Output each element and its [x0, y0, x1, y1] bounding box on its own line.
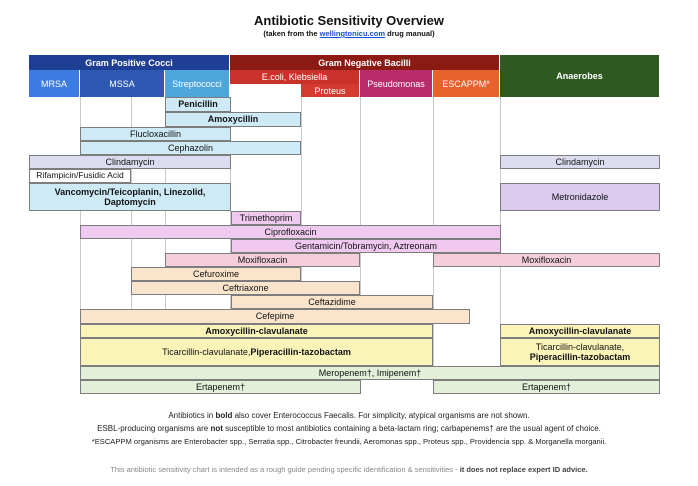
note-escappm: *ESCAPPM organisms are Enterobacter spp., Serratia spp., Citrobacter freundii, Aeromonas spp., Proteus spp., Providencia spp. & Morganella morganii. [91, 437, 607, 446]
bar-amoxycillin: Amoxycillin [165, 112, 301, 127]
note-esbl [0, 424, 698, 433]
header-anaerobes: Anaerobes [500, 55, 660, 97]
bar-clindamycin: Clindamycin [29, 155, 231, 169]
note-bold-meaning [0, 411, 698, 420]
bar-cefepime: Cefepime [80, 309, 470, 324]
header-mrsa: MRSA [29, 70, 80, 97]
subtitle-suffix: drug manual) [385, 29, 435, 38]
vancomycin-line-2: Daptomycin [104, 197, 156, 207]
bar-gentamicin: Gentamicin/Tobramycin, Aztreonam [231, 239, 501, 253]
subtitle-prefix: (taken from the [263, 29, 320, 38]
header-gram-negative: Gram Negative Bacilli [230, 55, 500, 70]
page-title: Antibiotic Sensitivity Overview [254, 13, 444, 28]
header-ecoli-klebsiella: E.coli, Klebsiella [230, 70, 360, 84]
bar-moxifloxacin-anaerobes: Moxifloxacin [433, 253, 660, 267]
bar-trimethoprim: Trimethoprim [231, 211, 301, 225]
note2-suffix: susceptible to most antibiotics containing a beta-lactam ring; carbapenems† are the usual agent of choice. [222, 424, 601, 433]
bar-rifampicin: Rifampicin/Fusidic Acid [29, 169, 131, 183]
header-mssa: MSSA [80, 70, 165, 97]
note2-prefix: ESBL-producing organisms are [97, 424, 211, 433]
bar-ceftriaxone: Ceftriaxone [131, 281, 360, 295]
source-link[interactable]: wellingtonicu.com [319, 29, 386, 38]
bar-ertapenem-anaerobes: Ertapenem† [433, 380, 660, 394]
ticarcillin-anaerobe-line-1: Ticarcillin-clavulanate, [535, 341, 625, 352]
disclaimer-prefix: This antibiotic sensitivity chart is intended as a rough guide pending specific identification & sensitivities - [110, 465, 460, 474]
note1-bold: bold [215, 411, 233, 420]
vancomycin-line-1: Vancomycin/Teicoplanin, Linezolid, [54, 186, 206, 197]
bar-moxifloxacin: Moxifloxacin [165, 253, 360, 267]
header-pseudomonas: Pseudomonas [360, 70, 433, 97]
header-streptococci: Streptococci [165, 70, 230, 97]
disclaimer-bold: it does not replace expert ID advice. [459, 465, 588, 474]
bar-cephazolin: Cephazolin [80, 141, 301, 155]
ticarcillin-prefix: Ticarcillin-clavulanate, [162, 346, 251, 357]
bar-metronidazole: Metronidazole [500, 183, 660, 211]
piperacillin-bold: Piperacillin-tazobactam [250, 346, 351, 357]
header-gram-positive: Gram Positive Cocci [29, 55, 230, 70]
bar-flucloxacillin: Flucloxacillin [80, 127, 231, 141]
note1-suffix: also cover Enterococcus Faecalis. For simplicity, atypical organisms are not shown. [232, 411, 530, 420]
bar-ticarcillin [80, 338, 433, 366]
bar-cefuroxime: Cefuroxime [131, 267, 301, 281]
bar-amoxycillin-clavulanate: Amoxycillin-clavulanate [80, 324, 433, 338]
bar-meropenem: Meropenem†, Imipenem† [80, 366, 660, 380]
header-escappm: ESCAPPM* [433, 70, 500, 97]
disclaimer [0, 465, 698, 474]
header-proteus: Proteus [301, 84, 360, 97]
ticarcillin-anaerobe-line-2: Piperacillin-tazobactam [529, 352, 631, 362]
bar-clindamycin-anaerobes: Clindamycin [500, 155, 660, 169]
note1-prefix: Antibiotics in [168, 411, 216, 420]
bar-ceftazidime: Ceftazidime [231, 295, 433, 309]
bar-amoxycillin-clavulanate-anaerobes: Amoxycillin-clavulanate [500, 324, 660, 338]
note2-bold: not [210, 424, 223, 433]
bar-vancomycin [29, 183, 231, 211]
bar-ertapenem: Ertapenem† [80, 380, 361, 394]
bar-penicillin: Penicillin [165, 97, 231, 112]
bar-ciprofloxacin: Ciprofloxacin [80, 225, 501, 239]
bar-ticarcillin-anaerobes [500, 338, 660, 366]
